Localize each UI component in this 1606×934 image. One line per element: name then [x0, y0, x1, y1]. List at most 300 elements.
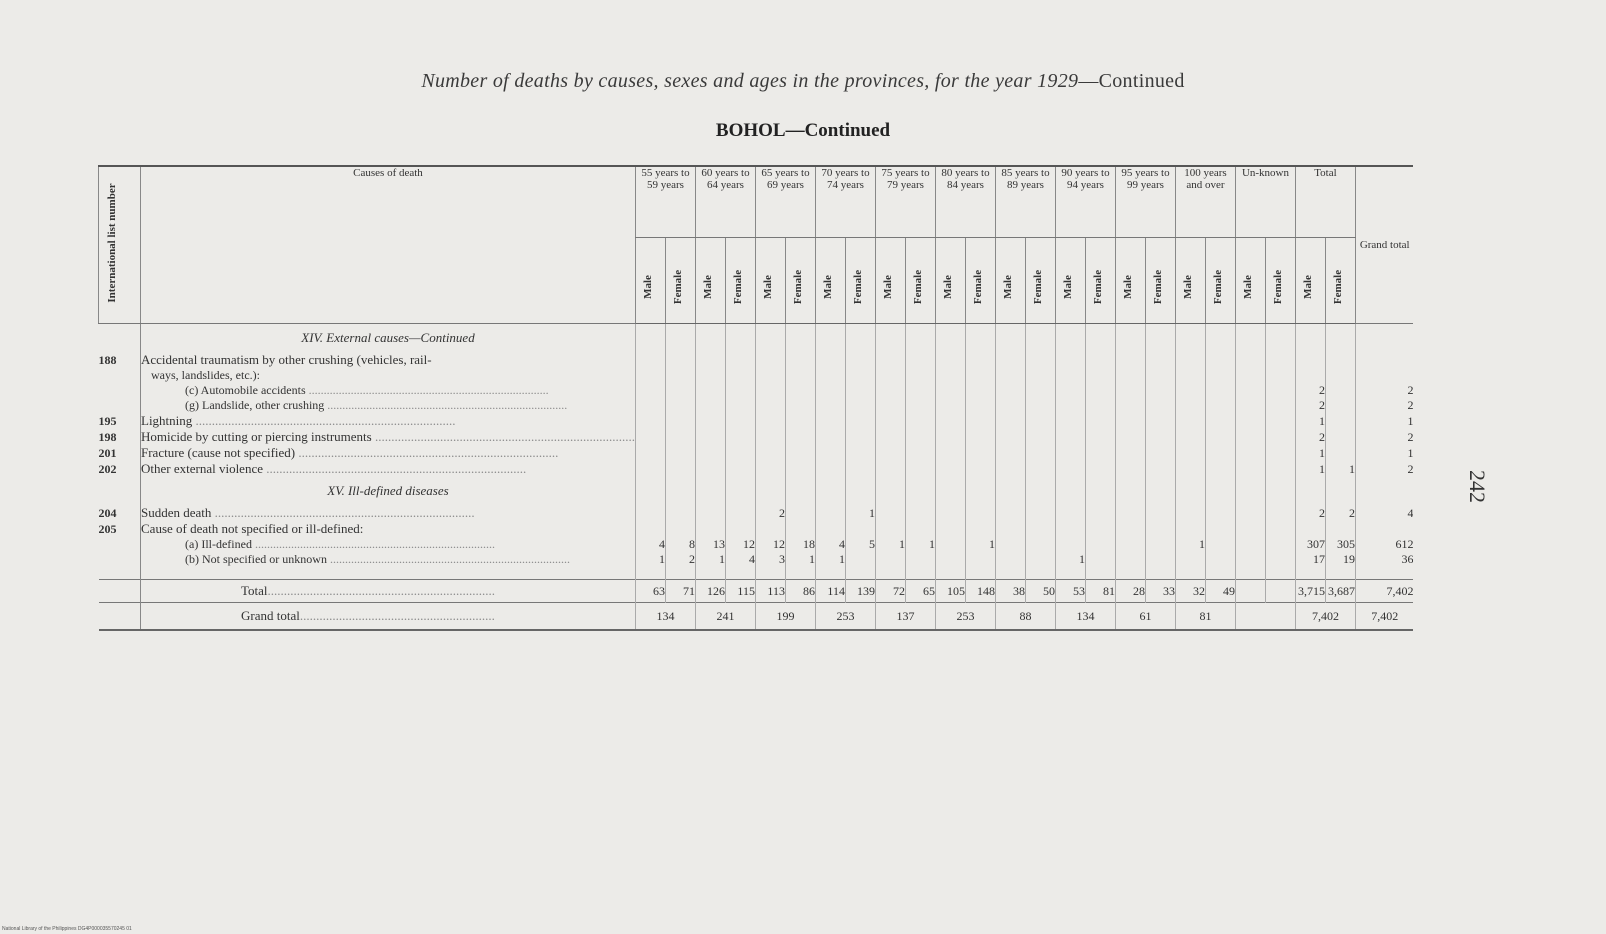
cause-label [141, 368, 636, 383]
value-cell [1325, 445, 1355, 461]
value-cell: 2 [1325, 505, 1355, 521]
value-cell [905, 505, 935, 521]
male-header-text: Male [761, 275, 774, 299]
grand-total-cell [1235, 603, 1295, 631]
spacer-cell [1325, 567, 1355, 580]
value-cell: 1 [1355, 445, 1413, 461]
value-cell [815, 368, 845, 383]
empty-cell [905, 477, 935, 505]
value-cell [1145, 445, 1175, 461]
value-cell: 2 [1355, 429, 1413, 445]
value-cell [725, 352, 755, 368]
total-cell: 32 [1175, 580, 1205, 603]
value-cell [695, 398, 725, 413]
value-cell [785, 413, 815, 429]
value-cell [1175, 429, 1205, 445]
male-header-text: Male [1241, 275, 1254, 299]
value-cell [725, 505, 755, 521]
value-cell [1295, 352, 1325, 368]
table-row [99, 398, 1414, 413]
male-header [755, 238, 785, 324]
value-cell [935, 461, 965, 477]
value-cell [1055, 352, 1085, 368]
empty-cell [1115, 477, 1145, 505]
value-cell [995, 383, 1025, 398]
value-cell: 1 [905, 537, 935, 552]
value-cell [1295, 368, 1325, 383]
cause-text: Homicide by cutting or piercing instruments [141, 429, 372, 444]
value-cell [1055, 461, 1085, 477]
female-header [1085, 238, 1115, 324]
value-cell [815, 398, 845, 413]
value-cell [1205, 413, 1235, 429]
spacer-cell [1055, 567, 1085, 580]
page-title [0, 70, 1606, 93]
value-cell [1055, 537, 1085, 552]
value-cell [635, 461, 665, 477]
female-header [1145, 238, 1175, 324]
empty-cell [845, 477, 875, 505]
male-header-text: Male [1301, 275, 1314, 299]
cause-text: Sudden death [141, 505, 212, 520]
value-cell [725, 521, 755, 537]
empty-cell [815, 477, 845, 505]
value-cell [635, 413, 665, 429]
value-cell [1265, 352, 1295, 368]
value-cell [1115, 429, 1145, 445]
female-header-text: Female [851, 269, 864, 305]
value-cell [665, 461, 695, 477]
value-cell [1085, 429, 1115, 445]
value-cell [1085, 521, 1115, 537]
value-cell [755, 445, 785, 461]
value-cell [695, 429, 725, 445]
total-cell: 71 [665, 580, 695, 603]
value-cell [1205, 352, 1235, 368]
intl-list-number: 201 [99, 445, 141, 461]
value-cell [935, 398, 965, 413]
intl-list-number [99, 398, 141, 413]
male-header-text: Male [1121, 275, 1134, 299]
total-cell: 49 [1205, 580, 1235, 603]
value-cell [1145, 537, 1175, 552]
value-cell [1145, 461, 1175, 477]
value-cell [905, 521, 935, 537]
dot-leader: ................................................................................ [326, 552, 570, 566]
intl-list-number: 195 [99, 413, 141, 429]
value-cell [695, 352, 725, 368]
male-header [935, 238, 965, 324]
total-cell: 38 [995, 580, 1025, 603]
value-cell: 2 [1355, 398, 1413, 413]
value-cell [1085, 505, 1115, 521]
section-title: BOHOL—Continued [715, 120, 891, 141]
male-header-text: Male [1181, 275, 1194, 299]
age-group-header: 55 years to 59 years [635, 166, 695, 238]
value-cell [635, 368, 665, 383]
table-row [99, 552, 1414, 567]
value-cell [1235, 537, 1265, 552]
value-cell: 2 [1295, 505, 1325, 521]
value-cell [845, 461, 875, 477]
value-cell [1205, 521, 1235, 537]
total-cell: 115 [725, 580, 755, 603]
female-header-text: Female [1031, 269, 1044, 305]
value-cell [785, 521, 815, 537]
empty-cell [635, 324, 665, 353]
value-cell [1115, 352, 1145, 368]
value-cell: 4 [725, 552, 755, 567]
value-cell [905, 413, 935, 429]
value-cell [875, 398, 905, 413]
value-cell [1205, 445, 1235, 461]
value-cell [1025, 398, 1055, 413]
value-cell [665, 521, 695, 537]
empty-cell [1355, 324, 1413, 353]
value-cell [875, 368, 905, 383]
grand-total-cell: 199 [755, 603, 815, 631]
value-cell [1325, 521, 1355, 537]
age-group-header: 65 years to 69 years [755, 166, 815, 238]
female-header-text: Female [1211, 269, 1224, 305]
value-cell [965, 398, 995, 413]
value-cell [1115, 383, 1145, 398]
value-cell [1025, 505, 1055, 521]
female-header-text: Female [1271, 269, 1284, 305]
value-cell: 1 [1295, 461, 1325, 477]
value-cell: 1 [1355, 413, 1413, 429]
value-cell [725, 413, 755, 429]
empty-cell [875, 324, 905, 353]
empty-cell [725, 477, 755, 505]
value-cell [815, 352, 845, 368]
spacer-cell [1265, 567, 1295, 580]
value-cell [1145, 505, 1175, 521]
value-cell [1175, 368, 1205, 383]
value-cell [845, 552, 875, 567]
value-cell [635, 352, 665, 368]
value-cell [1025, 383, 1055, 398]
value-cell [1175, 521, 1205, 537]
value-cell [845, 413, 875, 429]
male-header [1235, 238, 1265, 324]
dot-leader: ................................................................................ [324, 398, 568, 412]
value-cell [1265, 398, 1295, 413]
value-cell [1085, 413, 1115, 429]
value-cell [725, 429, 755, 445]
total-cell: 3,687 [1325, 580, 1355, 603]
empty-cell [1325, 324, 1355, 353]
value-cell [935, 537, 965, 552]
intl-list-number: 198 [99, 429, 141, 445]
empty-cell [1295, 477, 1325, 505]
cause-text: Accidental traumatism by other crushing (vehicles, rail- [141, 352, 432, 367]
male-header [995, 238, 1025, 324]
value-cell: 4 [815, 537, 845, 552]
value-cell [1355, 352, 1413, 368]
table-row [99, 505, 1414, 521]
grand-total-cell: 134 [635, 603, 695, 631]
value-cell [785, 461, 815, 477]
age-group-header: 80 years to 84 years [935, 166, 995, 238]
spacer-cell [665, 567, 695, 580]
total-cell: 50 [1025, 580, 1055, 603]
cause-text: (a) Ill-defined [185, 537, 252, 551]
empty-cell [785, 324, 815, 353]
dot-leader: ................................................................................ [251, 537, 495, 551]
value-cell: 1 [635, 552, 665, 567]
empty-cell [935, 477, 965, 505]
male-header-text: Male [701, 275, 714, 299]
empty-cell [995, 477, 1025, 505]
value-cell [665, 429, 695, 445]
value-cell [1325, 429, 1355, 445]
value-cell [635, 445, 665, 461]
value-cell [845, 352, 875, 368]
cause-header: Causes of death [141, 166, 636, 324]
empty-cell [1235, 477, 1265, 505]
value-cell [1235, 368, 1265, 383]
value-cell [905, 445, 935, 461]
cause-text: ways, landslides, etc.): [151, 368, 260, 382]
female-header [725, 238, 755, 324]
value-cell [875, 383, 905, 398]
empty-cell [1265, 477, 1295, 505]
value-cell [995, 552, 1025, 567]
value-cell [1265, 429, 1295, 445]
value-cell [785, 429, 815, 445]
dot-leader: ................................................................................ [263, 461, 527, 476]
value-cell [755, 461, 785, 477]
grand-total-header: Grand total [1355, 166, 1413, 324]
value-cell [1145, 383, 1175, 398]
code-cell [99, 324, 141, 353]
empty-cell [875, 477, 905, 505]
empty-cell [1205, 324, 1235, 353]
total-cell [1235, 580, 1265, 603]
value-cell [1325, 352, 1355, 368]
value-cell [965, 552, 995, 567]
value-cell [665, 383, 695, 398]
spacer-cell [1355, 567, 1413, 580]
male-header [695, 238, 725, 324]
value-cell: 305 [1325, 537, 1355, 552]
value-cell [875, 445, 905, 461]
value-cell [665, 413, 695, 429]
total-cell: 28 [1115, 580, 1145, 603]
value-cell [845, 445, 875, 461]
value-cell [1085, 445, 1115, 461]
cause-label [141, 429, 636, 445]
value-cell [785, 505, 815, 521]
total-label-text: Total [241, 583, 268, 598]
male-header [1115, 238, 1145, 324]
value-cell [995, 368, 1025, 383]
value-cell [875, 413, 905, 429]
female-header [965, 238, 995, 324]
value-cell [965, 429, 995, 445]
value-cell [725, 398, 755, 413]
empty-cell [755, 477, 785, 505]
intl-list-number [99, 552, 141, 567]
code-cell [99, 477, 141, 505]
value-cell: 1 [815, 552, 845, 567]
grand-total-cell: 253 [815, 603, 875, 631]
value-cell [755, 383, 785, 398]
intl-list-header [99, 166, 141, 324]
value-cell [1205, 368, 1235, 383]
value-cell [1055, 445, 1085, 461]
value-cell [845, 429, 875, 445]
value-cell [1145, 413, 1175, 429]
spacer-cell [1115, 567, 1145, 580]
dot-leader: ............................................................ [299, 608, 495, 623]
page-number: 242 [1465, 470, 1490, 503]
value-cell [635, 429, 665, 445]
empty-cell [695, 477, 725, 505]
value-cell [935, 429, 965, 445]
dot-leader: ................................................................................ [192, 413, 456, 428]
value-cell: 1 [875, 537, 905, 552]
male-header-text: Male [881, 275, 894, 299]
table-row [99, 461, 1414, 477]
value-cell [665, 445, 695, 461]
value-cell [1205, 505, 1235, 521]
value-cell: 36 [1355, 552, 1413, 567]
intl-list-number [99, 383, 141, 398]
empty-cell [1325, 477, 1355, 505]
dot-leader: ................................................................................ [305, 383, 549, 397]
value-cell [695, 505, 725, 521]
value-cell: 1 [695, 552, 725, 567]
value-cell [635, 521, 665, 537]
value-cell [1235, 461, 1265, 477]
value-cell [1115, 368, 1145, 383]
table-row [99, 445, 1414, 461]
value-cell [1205, 383, 1235, 398]
total-cell: 114 [815, 580, 845, 603]
value-cell [1055, 413, 1085, 429]
value-cell [1025, 352, 1055, 368]
cause-label [141, 445, 636, 461]
value-cell [935, 368, 965, 383]
value-cell [785, 352, 815, 368]
value-cell [905, 461, 935, 477]
value-cell [1265, 552, 1295, 567]
value-cell [845, 383, 875, 398]
value-cell: 2 [1355, 383, 1413, 398]
value-cell [1055, 521, 1085, 537]
value-cell [695, 445, 725, 461]
value-cell [995, 505, 1025, 521]
female-header [1205, 238, 1235, 324]
value-cell [635, 505, 665, 521]
value-cell [1235, 445, 1265, 461]
value-cell [1265, 445, 1295, 461]
value-cell [875, 552, 905, 567]
value-cell [815, 521, 845, 537]
value-cell [635, 398, 665, 413]
value-cell: 1 [1325, 461, 1355, 477]
value-cell [1085, 537, 1115, 552]
value-cell [725, 383, 755, 398]
value-cell [965, 461, 995, 477]
value-cell [1115, 505, 1145, 521]
value-cell [845, 368, 875, 383]
female-header-text: Female [971, 269, 984, 305]
cause-text: (b) Not specified or unknown [185, 552, 327, 566]
female-header [905, 238, 935, 324]
male-header [875, 238, 905, 324]
intl-list-header-text: International list number [106, 183, 118, 303]
cause-text: Other external violence [141, 461, 263, 476]
value-cell: 12 [755, 537, 785, 552]
cause-label [141, 398, 636, 413]
value-cell [1025, 537, 1055, 552]
value-cell [965, 352, 995, 368]
value-cell [1145, 521, 1175, 537]
value-cell [1265, 383, 1295, 398]
spacer-cell [1235, 567, 1265, 580]
male-header [1295, 238, 1325, 324]
empty-cell [1025, 477, 1055, 505]
value-cell [1115, 398, 1145, 413]
value-cell [815, 461, 845, 477]
female-header-text: Female [671, 269, 684, 305]
value-cell [1055, 368, 1085, 383]
value-cell [815, 413, 845, 429]
female-header [1325, 238, 1355, 324]
age-group-header: 100 years and over [1175, 166, 1235, 238]
male-header-text: Male [641, 275, 654, 299]
cause-label [141, 505, 636, 521]
value-cell: 12 [725, 537, 755, 552]
value-cell [815, 383, 845, 398]
table-row [99, 352, 1414, 368]
empty-cell [665, 477, 695, 505]
value-cell [635, 383, 665, 398]
total-cell: 139 [845, 580, 875, 603]
spacer-cell [995, 567, 1025, 580]
table-row [99, 383, 1414, 398]
total-cell: 63 [635, 580, 665, 603]
empty-cell [1085, 477, 1115, 505]
value-cell: 2 [1355, 461, 1413, 477]
value-cell [875, 429, 905, 445]
value-cell [1205, 461, 1235, 477]
empty-cell [755, 324, 785, 353]
value-cell [1055, 398, 1085, 413]
female-header [845, 238, 875, 324]
value-cell [785, 398, 815, 413]
value-cell [815, 505, 845, 521]
value-cell [965, 383, 995, 398]
value-cell [1085, 461, 1115, 477]
grand-total-cell: 61 [1115, 603, 1175, 631]
spacer-cell [1025, 567, 1055, 580]
empty-cell [785, 477, 815, 505]
empty-cell [845, 324, 875, 353]
value-cell [1055, 505, 1085, 521]
value-cell [1265, 368, 1295, 383]
value-cell [695, 368, 725, 383]
value-cell [815, 429, 845, 445]
value-cell [935, 521, 965, 537]
value-cell: 1 [1295, 413, 1325, 429]
value-cell: 8 [665, 537, 695, 552]
grand-total-cell: 7,402 [1295, 603, 1355, 631]
value-cell [1175, 552, 1205, 567]
